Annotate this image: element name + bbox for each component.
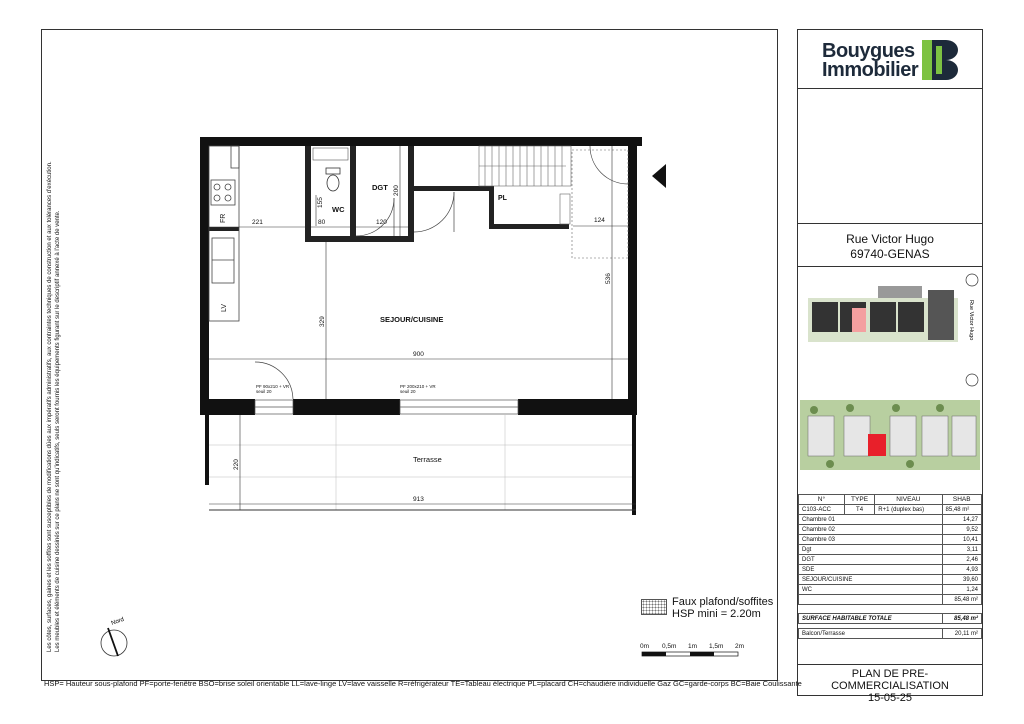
area-table [798, 494, 982, 639]
lot-number: C103-ACC [799, 505, 845, 515]
lot-type: T4 [844, 505, 875, 515]
subtotal-value: 85,48 m² [942, 595, 981, 605]
terrace-west-edge [205, 415, 209, 485]
wc-west-wall [305, 146, 311, 242]
map-north-icon [966, 274, 978, 286]
room-label-dgt: DGT [372, 183, 388, 192]
legend [672, 596, 773, 620]
table-row: Chambre 02 9,52 [799, 525, 982, 535]
site-aerial-plan [800, 370, 980, 475]
table-total-row [799, 614, 982, 624]
bouygues-logo-icon [922, 36, 958, 84]
legend-line-2: HSP mini = 2.20m [672, 608, 761, 620]
dim-200: 200 [393, 185, 400, 196]
header-number: N° [799, 495, 845, 505]
pl-west-wall [489, 186, 494, 228]
terrace-east-edge [632, 415, 636, 515]
building-location-map [800, 270, 980, 350]
dim-329: 329 [319, 316, 326, 327]
brand-name [822, 42, 918, 80]
brand-line-2: Immobilier [822, 59, 919, 81]
scale-label-2: 2m [735, 643, 745, 650]
scale-label-1-5: 1,5m [709, 643, 724, 650]
plan-title-line-1: PLAN DE PRE-COMMERCIALISATION [831, 668, 949, 692]
south-wall-1 [200, 399, 255, 415]
burner-icon [214, 195, 220, 201]
table-row: WC 1,24 [799, 585, 982, 595]
cabinet-icon [231, 146, 239, 168]
north-arrow-needle-icon [108, 628, 118, 656]
address-city: 69740-GENAS [850, 247, 930, 261]
abbreviations-footer: HSP= Hauteur sous-plafond PF=porte-fenêtre BSO=brise soleil orientable LL=lave-linge LV=lave vaisselle R=réfrigérateur TE=Tableau électrique PL=placard CH=chaudière individuelle Gaz GC=garde-corps BC=Baie Coulissante [44, 679, 802, 688]
dim-120: 120 [376, 219, 387, 226]
north-label: Nord [110, 616, 125, 627]
legend-line-1: Faux plafond/soffites [672, 596, 774, 608]
room-label-pl: PL [498, 195, 507, 202]
table-lot-row [799, 505, 982, 515]
pl-shelf [560, 194, 570, 224]
toilet-icon [327, 175, 339, 191]
dim-913: 913 [413, 496, 424, 503]
disclaimer-line-1: Les côtes, surfaces, gaines et les soffites sont susceptibles de modifications dûes aux impératifs administratifs, aux contraintes techniques de construction et aux tolérances d'exécution. [47, 161, 53, 652]
appliance-label-lv: LV [221, 303, 228, 312]
plan-date: 15-05-25 [867, 692, 913, 704]
east-wall [628, 137, 637, 415]
dim-536: 536 [605, 273, 612, 284]
scale-label-0-5: 0,5m [662, 643, 677, 650]
table-row: DGT 2,46 [799, 555, 982, 565]
scale-label-1: 1m [688, 643, 698, 650]
scale-bar [642, 652, 738, 656]
counter-outline [209, 146, 239, 321]
header-type: TYPE [844, 495, 875, 505]
south-wall-2 [293, 399, 400, 415]
wc-soffit [313, 148, 348, 160]
total-label: SURFACE HABITABLE TOTALE [799, 614, 943, 624]
table-row: Dgt 3,11 [799, 545, 982, 555]
window-2-seuil: seuil 20 [400, 389, 416, 394]
dgt-door-swing [414, 192, 454, 232]
staircase [479, 146, 628, 258]
wc-east-wall [350, 146, 356, 236]
brand-line-1: Bouygues [822, 40, 915, 62]
lot-highlight [868, 434, 886, 456]
stair-wall [414, 186, 489, 191]
plan-title [798, 668, 982, 704]
dim-221: 221 [252, 219, 263, 226]
dgt-south-wall [356, 236, 411, 242]
window-1-seuil: seuil 20 [256, 389, 272, 394]
kitchen-counter-edge [209, 227, 239, 231]
dim-220: 220 [233, 459, 240, 470]
map-street-label: Rue Victor Hugo [968, 300, 974, 341]
north-wall [200, 137, 642, 146]
burner-icon [225, 184, 231, 190]
header-level: NIVEAU [875, 495, 942, 505]
title-block [797, 29, 983, 704]
lot-level: R+1 (duplex bas) [875, 505, 942, 515]
table-row: Chambre 01 14,27 [799, 515, 982, 525]
entry-door-swing [590, 146, 628, 184]
lot-shab: 85,48 m² [942, 505, 981, 515]
toilet-tank-icon [326, 168, 340, 174]
faux-plafond-swatch [641, 599, 667, 615]
balcony-value: 20,11 m² [942, 629, 981, 639]
scale-label-0: 0m [640, 643, 650, 650]
window-1-label: PF 90x210 + VR [256, 384, 290, 389]
disclaimer-line-2: Les meubles et éléments de cuisine dessinés sur ce plans ne sont qu'indicatifs, seuls seront fournis les équipements figurant sur le descriptif annexé à l'acte de vente. [55, 210, 61, 652]
window-2-label: PF 200x210 + VR [400, 384, 436, 389]
table-row: SEJOUR/CUISINE 39,60 [799, 575, 982, 585]
table-row: SDE 4,93 [799, 565, 982, 575]
wc-south-wall [311, 236, 356, 242]
wc-door-swing [356, 198, 394, 236]
table-subtotal-row [799, 595, 982, 605]
north-arrow [101, 617, 127, 656]
interior-walls [209, 146, 569, 242]
appliance-label-fr: FR [220, 213, 227, 223]
entrance-marker-icon [652, 164, 666, 188]
room-label-terrasse: Terrasse [413, 455, 442, 464]
dim-124: 124 [594, 217, 605, 224]
burner-icon [214, 184, 220, 190]
cooktop-icon [211, 180, 235, 205]
burner-icon [225, 195, 231, 201]
kitchen-counter [209, 146, 239, 321]
header-shab: SHAB [942, 495, 981, 505]
site-north-icon [966, 374, 978, 386]
entry-soffit [572, 150, 628, 258]
total-value: 85,48 m² [942, 614, 981, 624]
dim-80: 80 [318, 219, 326, 226]
table-row: Chambre 03 10,41 [799, 535, 982, 545]
sink-icon [212, 238, 234, 283]
room-label-sejour-cuisine: SEJOUR/CUISINE [380, 315, 444, 324]
dgt-east-wall [408, 146, 414, 242]
pl-south-wall [489, 224, 569, 229]
address-street: Rue Victor Hugo [846, 232, 934, 246]
dim-155: 155 [317, 197, 324, 208]
balcony-label: Balcon/Terrasse [799, 629, 943, 639]
south-wall-3 [518, 399, 637, 415]
address [798, 232, 982, 262]
room-label-wc: WC [332, 205, 345, 214]
table-balcony-row [799, 629, 982, 639]
west-wall [200, 137, 209, 415]
dim-900: 900 [413, 351, 424, 358]
table-header-row [799, 495, 982, 505]
